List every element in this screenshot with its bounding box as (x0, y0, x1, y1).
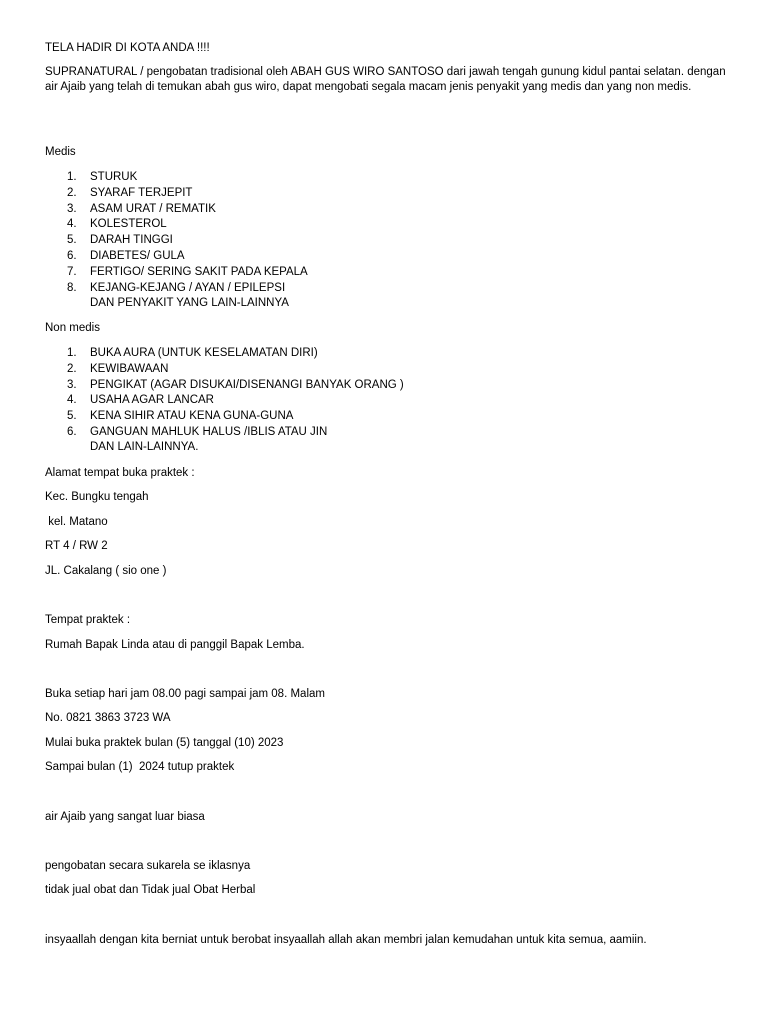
list-item: 7. FERTIGO/ SERING SAKIT PADA KEPALA (67, 265, 308, 278)
medis-list (45, 170, 308, 313)
non-medis-title: Non medis (45, 322, 100, 334)
list-item: 6. GANGUAN MAHLUK HALUS /IBLIS ATAU JIN DAN LAIN-LAINNYA. (67, 425, 328, 453)
heading: TELA HADIR DI KOTA ANDA !!!! (45, 42, 210, 54)
list-item: 3. ASAM URAT / REMATIK (67, 202, 216, 215)
closing-text: insyaallah dengan kita berniat untuk berobat insyaallah allah akan membri jalan kemudahan untuk kita semua, aamiin. (45, 934, 647, 946)
voluntary-text: pengobatan secara sukarela se iklasnya (45, 860, 251, 872)
address-jl: JL. Cakalang ( sio one ) (45, 565, 167, 577)
list-item: 5. DARAH TINGGI (67, 234, 173, 247)
list-item: 8. KEJANG-KEJANG / AYAN / EPILEPSI DAN PENYAKIT YANG LAIN-LAINNYA (67, 281, 289, 309)
list-item: 4. KOLESTEROL (67, 218, 167, 231)
address-rt: RT 4 / RW 2 (45, 540, 108, 552)
list-item: 1. STURUK (67, 171, 138, 183)
place-text: Rumah Bapak Linda atau di panggil Bapak Lemba. (45, 639, 305, 651)
list-item: 2. SYARAF TERJEPIT (67, 186, 193, 199)
start-text: Mulai buka praktek bulan (5) tanggal (10) 2023 (45, 737, 284, 749)
address-kec: Kec. Bungku tengah (45, 491, 149, 503)
address-kel: kel. Matano (45, 516, 108, 528)
list-item: 3. PENGIKAT (AGAR DISUKAI/DISENANGI BANYAK ORANG ) (67, 378, 404, 391)
medis-title: Medis (45, 146, 76, 158)
hours-text: Buka setiap hari jam 08.00 pagi sampai jam 08. Malam (45, 688, 325, 700)
no-sale-text: tidak jual obat dan Tidak jual Obat Herbal (45, 884, 256, 896)
address-title: Alamat tempat buka praktek : (45, 467, 195, 479)
list-item: 2. KEWIBAWAAN (67, 362, 169, 375)
list-item: 6. DIABETES/ GULA (67, 249, 185, 262)
non-medis-list (45, 346, 404, 457)
list-item: 1. BUKA AURA (UNTUK KESELAMATAN DIRI) (67, 347, 318, 359)
place-title: Tempat praktek : (45, 614, 131, 626)
end-text: Sampai bulan (1) 2024 tutup praktek (45, 761, 235, 773)
water-text: air Ajaib yang sangat luar biasa (45, 811, 205, 823)
list-item: 4. USAHA AGAR LANCAR (67, 394, 214, 407)
phone-text: No. 0821 3863 3723 WA (45, 712, 171, 724)
intro-paragraph: SUPRANATURAL / pengobatan tradisional oleh ABAH GUS WIRO SANTOSO dari jawah tengah gunung kidul pantai selatan. dengan air Ajaib yang telah di temukan abah gus wiro, dapat mengobati segala macam jenis penyakit yang medis dan yang non medis. (45, 66, 726, 93)
list-item: 5. KENA SIHIR ATAU KENA GUNA-GUNA (67, 410, 294, 423)
